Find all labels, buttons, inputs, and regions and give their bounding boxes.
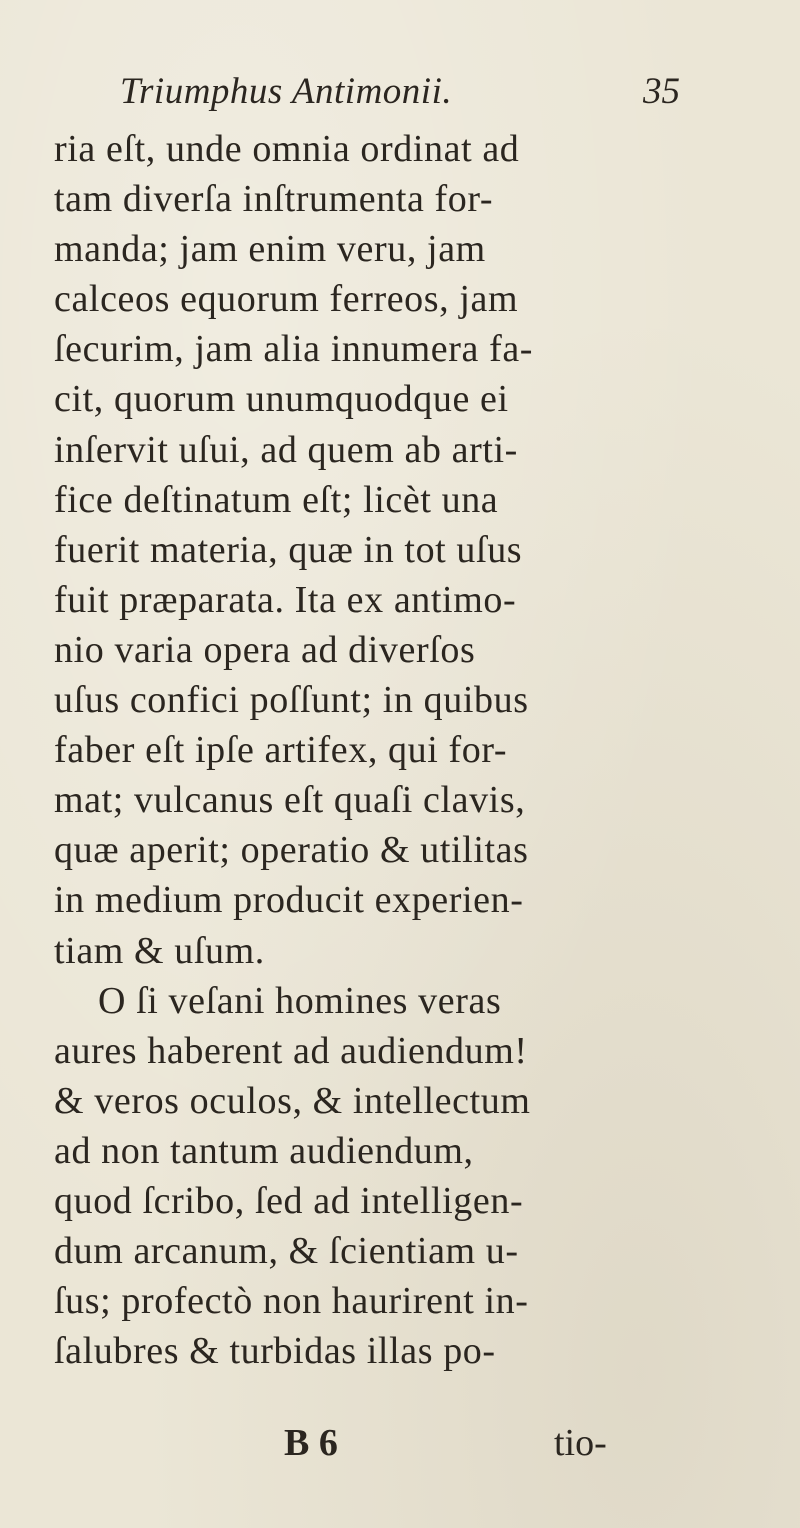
text-line: uſus confici poſſunt; in quibus bbox=[54, 679, 529, 722]
text-line: aures haberent ad audiendum! bbox=[54, 1029, 528, 1072]
text-line: fuit præparata. Ita ex antimo- bbox=[54, 578, 517, 621]
text-line: inſervit uſui, ad quem ab arti- bbox=[54, 428, 518, 471]
text-line: ſalubres & turbidas illas po- bbox=[54, 1330, 496, 1373]
text-line: cit, quorum unumquodque ei bbox=[54, 378, 509, 421]
text-line: calceos equorum ferreos, jam bbox=[54, 278, 519, 321]
text-line: manda; jam enim veru, jam bbox=[54, 228, 486, 271]
text-line: tam diverſa inſtrumenta for- bbox=[54, 178, 494, 221]
signature-mark: B 6 bbox=[284, 1422, 338, 1464]
page-number: 35 bbox=[643, 71, 680, 112]
text-line: in medium producit experien- bbox=[54, 879, 524, 922]
text-line: mat; vulcanus eſt quaſi clavis, bbox=[54, 779, 526, 822]
running-title: Triumphus Antimonii. bbox=[120, 71, 453, 112]
catchword: tio- bbox=[554, 1422, 607, 1464]
text-line: fuerit materia, quæ in tot uſus bbox=[54, 528, 523, 571]
text-line: dum arcanum, & ſcientiam u- bbox=[54, 1230, 519, 1273]
text-line: nio varia opera ad diverſos bbox=[54, 628, 476, 671]
catchline bbox=[54, 1418, 774, 1468]
text-line: faber eſt ipſe artifex, qui for- bbox=[54, 729, 508, 772]
text-line: quæ aperit; operatio & utilitas bbox=[54, 829, 529, 872]
body-text bbox=[54, 124, 774, 1376]
text-line: quod ſcribo, ſed ad intelligen- bbox=[54, 1179, 524, 1222]
text-line: ſus; profectò non haurirent in- bbox=[54, 1280, 529, 1323]
paragraph-start-line: O ſi veſani homines veras bbox=[98, 979, 502, 1022]
text-line: ria eſt, unde omnia ordinat ad bbox=[54, 128, 520, 170]
text-line: fice deſtinatum eſt; licèt una bbox=[54, 478, 499, 521]
text-line: ad non tantum audiendum, bbox=[54, 1129, 474, 1172]
text-line: ſecurim, jam alia innumera fa- bbox=[54, 328, 534, 371]
text-line: & veros oculos, & intellectum bbox=[54, 1079, 531, 1122]
running-head bbox=[120, 70, 680, 120]
text-line: tiam & uſum. bbox=[54, 929, 265, 972]
